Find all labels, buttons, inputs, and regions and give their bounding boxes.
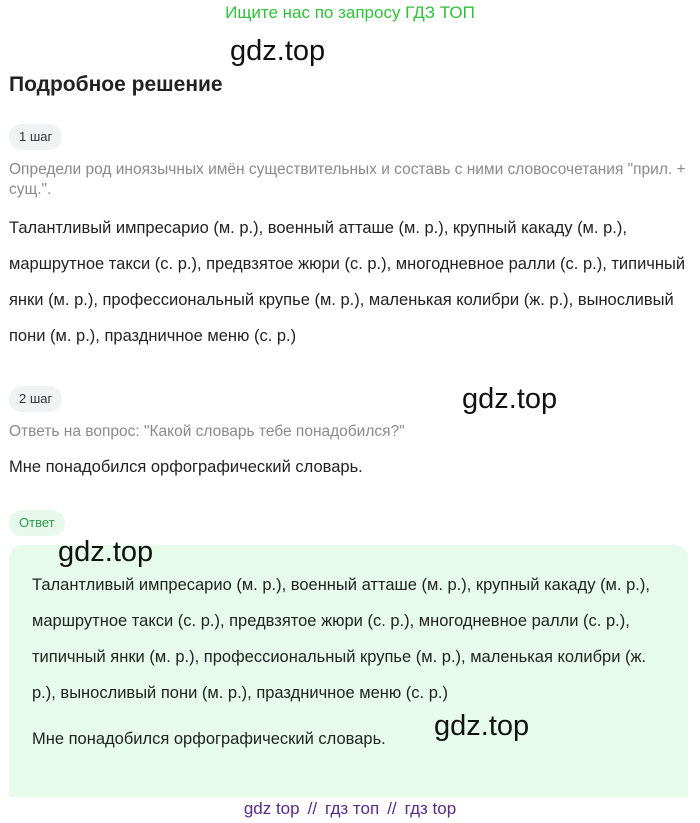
footer-separator: // xyxy=(387,799,397,818)
footer-separator: // xyxy=(307,799,318,818)
answer-text-dictionary: Мне понадобился орфографический словарь. xyxy=(32,730,386,748)
footer-link-gdz-top-mixed[interactable]: гдз top xyxy=(404,799,457,818)
footer-link-gdz-top[interactable]: gdz top xyxy=(243,799,300,818)
step-2-solution: Мне понадобился орфографический словарь. xyxy=(9,458,363,476)
answer-text: Талантливый импресарио (м. р.), военный атташе (м. р.), крупный какаду (м. р.), маршрутное такси (с. р.), предвзятое жюри (с. р.), многодневное ралли (с. р.), типичный янки (м. р.), профессиональный крупье (м. р.), маленькая колибри (ж. р.), выносливый пони (м. р.), праздничное меню (с. р.) xyxy=(32,576,650,702)
step-2-badge: 2 шаг xyxy=(9,386,62,412)
footer-link-gdz-top-ru[interactable]: гдз топ xyxy=(325,799,380,818)
step-1-task: Определи род иноязычных имён существительных и составь с ними словосочетания "прил. + сущ.". xyxy=(9,161,686,198)
watermark: gdz.top xyxy=(434,710,530,742)
page-title: Подробное решение xyxy=(9,73,223,96)
step-1-badge: 1 шаг xyxy=(9,124,62,150)
watermark: gdz.top xyxy=(230,35,326,67)
step-2-task: Ответь на вопрос: "Какой словарь тебе понадобился?" xyxy=(9,423,405,440)
watermark: gdz.top xyxy=(462,383,558,415)
search-hint: Ищите нас по запросу ГДЗ ТОП xyxy=(225,3,475,22)
footer-links xyxy=(0,799,700,819)
watermark: gdz.top xyxy=(58,536,154,568)
answer-badge: Ответ xyxy=(9,510,65,536)
answer-box xyxy=(9,545,688,797)
step-1-solution: Талантливый импресарио (м. р.), военный атташе (м. р.), крупный какаду (м. р.), маршрутное такси (с. р.), предвзятое жюри (с. р.), многодневное ралли (с. р.), типичный янки (м. р.), профессиональный крупье (м. р.), маленькая колибри (ж. р.), выносливый пони (м. р.), праздничное меню (с. р.) xyxy=(9,219,686,345)
